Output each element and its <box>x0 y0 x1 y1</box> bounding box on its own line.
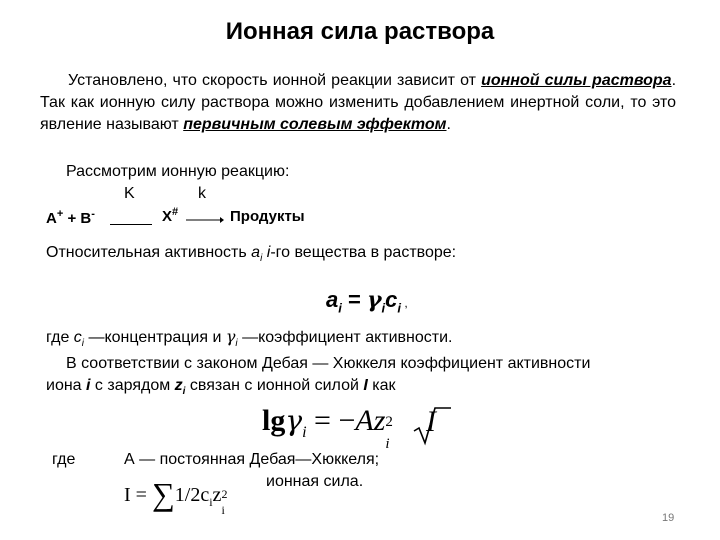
where-prefix: где <box>46 329 74 346</box>
I-c-sub: i <box>209 495 213 509</box>
page-number: 19 <box>662 512 675 524</box>
debye-d: как <box>367 377 396 394</box>
reactants: A+ + B- <box>46 208 95 227</box>
formula-c-sub: i <box>397 300 401 316</box>
I-z-sup: 2 <box>221 487 228 501</box>
I-eq: = <box>130 484 152 506</box>
lg-sqrt-arg: I <box>426 405 436 438</box>
lg-z: z <box>373 404 386 437</box>
where-gamma-sub: i <box>235 338 238 350</box>
intro-text-b: . Так как ионную силу раствора можно изменить добавлением инертной соли, то это явление называют <box>40 72 677 133</box>
I-z: z <box>212 484 222 506</box>
lg-eq: = − <box>306 404 356 437</box>
formula-comma: , <box>400 296 408 310</box>
debye-line2 <box>46 377 396 397</box>
transition-state: X# <box>162 206 179 225</box>
intro-text-a: Установлено, что скорость ионной реакции зависит от <box>68 72 482 89</box>
lg-gamma: γ <box>285 404 303 437</box>
lg-z-sub: i <box>385 436 390 452</box>
activity-text <box>46 244 456 264</box>
rate-constant-lower: k <box>198 185 206 202</box>
ionic-strength-formula <box>124 472 231 517</box>
debye-z: z <box>174 377 183 394</box>
where-line <box>46 327 452 349</box>
page-title: Ионная сила раствора <box>225 18 495 45</box>
I-lhs: I <box>124 484 131 506</box>
lg-z-sup: 2 <box>385 414 393 430</box>
intro-text-c: . <box>446 116 451 133</box>
activity-a-sub: i <box>260 253 263 265</box>
debye-I: I <box>363 377 368 394</box>
debye-z-sub: i <box>182 386 186 398</box>
reaction-arrow-1 <box>110 224 152 225</box>
rate-constant-upper: K <box>124 185 135 202</box>
debye-line1: В соответствии с законом Дебая — Хюккеля коэффициент активности <box>66 355 591 372</box>
intro-paragraph <box>40 70 676 136</box>
consider-text: Рассмотрим ионную реакцию: <box>66 163 290 180</box>
products: Продукты <box>230 208 305 225</box>
debye-i: i <box>86 377 91 394</box>
reaction-arrow-icon <box>184 214 224 226</box>
debye-a: иона <box>46 377 87 394</box>
term-primary-salt-effect: первичным солевым эффектом <box>183 116 447 133</box>
formula-c: c <box>385 287 398 312</box>
debye-constant-def: А — постоянная Дебая—Хюккеля; <box>124 451 380 468</box>
formula-gamma-sub: i <box>381 300 386 316</box>
activity-i: i <box>266 244 271 261</box>
sum-sign-icon: ∑ <box>151 476 175 512</box>
where-suffix: —коэффициент активности. <box>237 329 453 346</box>
ionic-strength-def: ионная сила. <box>266 473 364 490</box>
where-c-sub: i <box>81 338 85 350</box>
formula-a: a <box>326 287 339 312</box>
lg-gamma-sub: i <box>302 424 307 441</box>
activity-suffix: -го вещества в растворе: <box>270 244 457 261</box>
where2-gde: где <box>52 451 76 468</box>
formula-gamma: γ <box>366 287 382 313</box>
debye-b: с зарядом <box>90 377 175 394</box>
lg-text: lg <box>262 404 286 437</box>
where-gamma: γ <box>225 327 236 346</box>
debye-c: связан с ионной силой <box>185 377 364 394</box>
lg-A: A <box>355 404 374 437</box>
where-c: c <box>73 329 82 346</box>
activity-a: a <box>251 244 261 261</box>
formula-eq: = <box>341 287 367 312</box>
activity-formula <box>326 287 408 315</box>
activity-prefix: Относительная активность <box>46 244 252 261</box>
term-ionic-strength: ионной силы раствора <box>481 72 672 89</box>
formula-a-sub: i <box>338 300 342 316</box>
I-body: 1/2c <box>174 484 210 506</box>
where-mid: —концентрация и <box>84 329 226 346</box>
I-z-sub: i <box>221 503 225 517</box>
